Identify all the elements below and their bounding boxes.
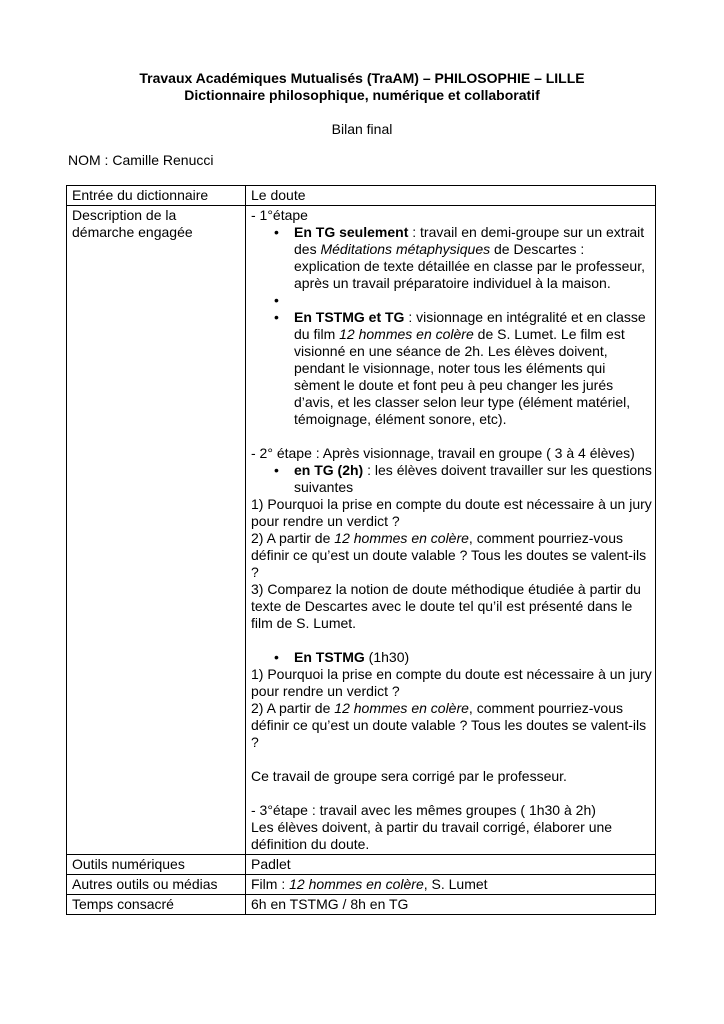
- row-label: Temps consacré: [67, 895, 246, 915]
- step1-heading: - 1°étape: [251, 207, 308, 223]
- row-value: Film : 12 hommes en colère, S. Lumet: [246, 875, 656, 895]
- step3-description: Les élèves doivent, à partir du travail corrigé, élaborer une définition du doute.: [251, 819, 613, 852]
- step2-list-tg: [251, 462, 652, 496]
- step1-list: [251, 224, 652, 428]
- question-3: 3) Comparez la notion de doute méthodique étudiée à partir du texte de Descartes avec le doute tel qu’il est présenté dans le film de S. Lumet.: [251, 581, 641, 631]
- row-value: 6h en TSTMG / 8h en TG: [246, 895, 656, 915]
- list-item: • En TSTMG (1h30): [294, 649, 652, 666]
- summary-table: [66, 185, 656, 915]
- table-row: [67, 855, 656, 875]
- row-label: Autres outils ou médias: [67, 875, 246, 895]
- question-1-tstmg: 1) Pourquoi la prise en compte du doute est nécessaire à un jury pour rendre un verdict ?: [251, 666, 652, 699]
- list-item: • En TG seulement : travail en demi-groupe sur un extrait des Méditations métaphysiques de Descartes : explication de texte détaillée en classe par le professeur, après un travail préparatoire individuel à la maison.: [294, 224, 652, 292]
- row-label: Description de la démarche engagée: [67, 206, 246, 855]
- step3-heading: - 3°étape : travail avec les mêmes groupes ( 1h30 à 2h): [251, 802, 596, 818]
- row-label: Entrée du dictionnaire: [67, 186, 246, 206]
- doc-title-line1: Travaux Académiques Mutualisés (TraAM) – PHILOSOPHIE – LILLE: [139, 70, 585, 86]
- table-row: [67, 206, 656, 855]
- table-row: [67, 186, 656, 206]
- row-value: Padlet: [246, 855, 656, 875]
- doc-title-line2: Dictionnaire philosophique, numérique et collaboratif: [184, 87, 540, 103]
- doc-subtitle: Bilan final: [331, 121, 393, 137]
- list-item: • En TSTMG et TG : visionnage en intégralité et en classe du film 12 hommes en colère de S. Lumet. Le film est visionné en une séance de 2h. Les élèves doivent, pendant le visionnage, noter tous les éléments qui sèment le doute et font peu à peu changer les jurés d’avis, et les classer selon leur type (élément matériel, témoignage, élément sonore, etc).: [294, 309, 652, 428]
- author-name: NOM : Camille Renucci: [68, 152, 214, 168]
- question-2-tstmg: 2) A partir de 12 hommes en colère, comment pourriez-vous définir ce qu’est un doute valable ? Tous les doutes se valent-ils ?: [251, 700, 647, 750]
- spacer: [294, 292, 652, 309]
- list-item: • en TG (2h) : les élèves doivent travailler sur les questions suivantes: [294, 462, 652, 496]
- row-label: Outils numériques: [67, 855, 246, 875]
- description-cell: [246, 206, 656, 855]
- table-row: [67, 875, 656, 895]
- step2-heading: - 2° étape : Après visionnage, travail en groupe ( 3 à 4 élèves): [251, 445, 635, 461]
- question-2: 2) A partir de 12 hommes en colère, comment pourriez-vous définir ce qu’est un doute valable ? Tous les doutes se valent-ils ?: [251, 530, 647, 580]
- row-value: Le doute: [246, 186, 656, 206]
- step2-list-tstmg: [251, 649, 652, 666]
- question-1: 1) Pourquoi la prise en compte du doute est nécessaire à un jury pour rendre un verdict ?: [251, 496, 652, 529]
- correction-note: Ce travail de groupe sera corrigé par le professeur.: [251, 768, 567, 784]
- table-row: [67, 895, 656, 915]
